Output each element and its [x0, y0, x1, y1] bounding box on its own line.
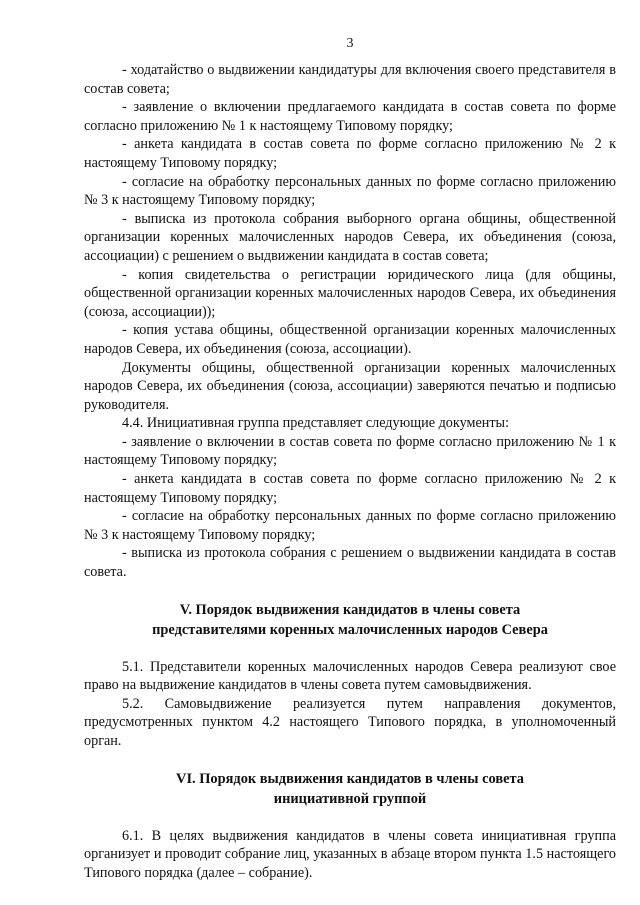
- section-heading-v-line-2: представителями коренных малочисленных народов Севера: [152, 621, 548, 638]
- clause-5-2: 5.2. Самовыдвижение реализуется путем направления документов, предусмотренных пунктом 4.2 настоящего Типового порядка, в уполномоченный орган.: [84, 695, 616, 749]
- list-item-initiative-protocol-extract: - выписка из протокола собрания с решением о выдвижении кандидата в состав совета.: [84, 545, 616, 581]
- clause-5-1: 5.1. Представители коренных малочисленных народов Севера реализуют свое право на выдвижение кандидатов в члены совета путем самовыдвижения.: [84, 658, 616, 694]
- section-heading-v: [84, 600, 616, 640]
- list-item-initiative-consent: - согласие на обработку персональных данных по форме согласно приложению № 3 к настоящему Типовому порядку;: [84, 508, 616, 543]
- list-item-initiative-statement: - заявление о включении в состав совета по форме согласно приложению № 1 к настоящему Типовому порядку;: [84, 433, 616, 469]
- clause-6-1: 6.1. В целях выдвижения кандидатов в члены совета инициативная группа организует и проводит собрание лиц, указанных в абзаце втором пункта 1.5 настоящего Типового порядка (далее – собрание).: [84, 827, 616, 881]
- list-item-personal-data-consent: - согласие на обработку персональных данных по форме согласно приложению № 3 к настоящему Типовому порядку;: [84, 173, 616, 209]
- list-item-candidate-questionnaire: - анкета кандидата в состав совета по форме согласно приложению № 2 к настоящему Типовому порядку;: [84, 136, 616, 171]
- page-number: 3: [346, 36, 354, 51]
- section-heading-vi-line-2: инициативной группой: [273, 790, 427, 807]
- section-heading-vi-line-1: VI. Порядок выдвижения кандидатов в члены совета: [176, 770, 524, 787]
- document-content: [84, 61, 616, 882]
- list-item-charter-copy: - копия устава общины, общественной организации коренных малочисленных народов Севера, их объединения (союза, ассоциации).: [84, 322, 616, 357]
- list-item-application: - ходатайство о выдвижении кандидатуры для включения своего представителя в состав совета;: [84, 62, 616, 97]
- clause-4-4: 4.4. Инициативная группа представляет следующие документы:: [122, 415, 510, 432]
- list-item-protocol-extract: - выписка из протокола собрания выборного органа общины, общественной организации коренных малочисленных народов Севера, их объединения (союза, ассоциации) с решением о выдвижении кандидата в состав совета;: [84, 210, 616, 264]
- list-item-registration-certificate-copy: - копия свидетельства о регистрации юридического лица (для общины, общественной организации коренных малочисленных народов Севера, их объединения (союза, ассоциации));: [84, 266, 616, 320]
- section-heading-vi: [84, 769, 616, 809]
- list-item-inclusion-statement: - заявление о включении предлагаемого кандидата в состав совета по форме согласно приложению № 1 к настоящему Типовому порядку;: [84, 99, 616, 134]
- document-certification-paragraph: Документы общины, общественной организации коренных малочисленных народов Севера, их объединения (союза, ассоциации) заверяются печатью и подписью руководителя.: [84, 359, 616, 413]
- section-heading-v-line-1: V. Порядок выдвижения кандидатов в члены совета: [179, 601, 521, 618]
- list-item-initiative-questionnaire: - анкета кандидата в состав совета по форме согласно приложению № 2 к настоящему Типовому порядку;: [84, 471, 616, 506]
